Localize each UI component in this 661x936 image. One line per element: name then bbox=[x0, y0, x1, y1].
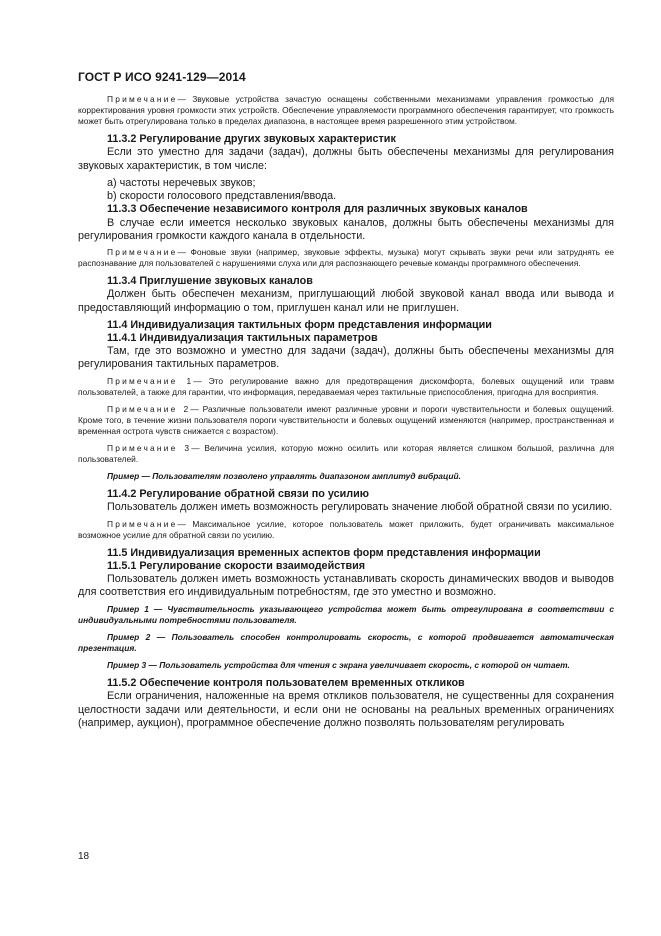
section-heading-11-4: 11.4 Индивидуализация тактильных форм представления информации bbox=[107, 318, 492, 331]
note: Примечание 2— Различные пользователи имеют различные уровни и пороги чувствительности и болевых ощущений. Кроме того, в течение жизни пользователя пороги чувствительности и болевых ощущений изменяются (например, пространственная и временная острота чувств снижается с возрастом). bbox=[78, 403, 615, 436]
list-item: b) скорости голосового представления/ввода. bbox=[107, 190, 337, 203]
standard-header: ГОСТ Р ИСО 9241-129—2014 bbox=[78, 70, 246, 84]
example: Пример 2 — Пользователь способен контролировать скорость, с которой продвигается автоматическая презентация. bbox=[78, 631, 614, 653]
note: Примечание 3— Величина усилия, которую можно осилить или которая является слишком большой, различна для пользователей. bbox=[78, 442, 615, 465]
example: Пример 1 — Чувствительность указывающего устройства может быть отрегулирована в соответствии с индивидуальными потребностями пользователя. bbox=[78, 603, 614, 625]
paragraph: Должен быть обеспечен механизм, приглушающий любой звуковой канал ввода или вывода и предоставляющий информацию о том, приглушен канал или не приглушен. bbox=[78, 288, 614, 314]
example: Пример — Пользователям позволено управлять диапазоном амплитуд вибраций. bbox=[107, 471, 461, 482]
section-heading-11-3-3: 11.3.3 Обеспечение независимого контроля для различных звуковых каналов bbox=[107, 203, 528, 216]
section-heading-11-4-1: 11.4.1 Индивидуализация тактильных параметров bbox=[107, 331, 378, 344]
note: Примечание— Максимальное усилие, которое пользователь может приложить, будет ограничивать максимальное возможное усилие для обратной связи по усилию. bbox=[78, 518, 614, 540]
page-number: 18 bbox=[78, 851, 90, 862]
section-heading-11-5-2: 11.5.2 Обеспечение контроля пользователем временных откликов bbox=[107, 677, 465, 690]
page-body bbox=[78, 94, 614, 734]
paragraph: Пользователь должен иметь возможность устанавливать скорость динамических вводов и выводов для соответствия его индивидуальным потребностям, где это уместно и возможно. bbox=[78, 573, 614, 599]
note: Примечание 1— Это регулирование важно для предотвращения дискомфорта, болевых ощущений или травм пользователей, а также для гарантии, что информация, передаваемая через тактильные приспособления, пригодна для восприятия. bbox=[78, 375, 614, 397]
paragraph: Если ограничения, наложенные на время откликов пользователя, не существенны для сохранения целостности задачи или деятельности, и если они не основаны на реальных временных ограничениях (например, аукцион), программное обеспечение должно позволять пользователям регулировать bbox=[78, 690, 614, 729]
note: Примечание— Фоновые звуки (например, звуковые эффекты, музыка) могут скрывать звуки речи или затруднять ее распознавание для пользователей с нарушениями слуха или для распознающего речевые команды программного обеспечения. bbox=[78, 246, 614, 268]
section-heading-11-5-1: 11.5.1 Регулирование скорости взаимодействия bbox=[107, 560, 366, 573]
example: Пример 3 — Пользователь устройства для чтения с экрана увеличивает скорость, с которой он читает. bbox=[107, 660, 570, 671]
section-heading-11-3-4: 11.3.4 Приглушение звуковых каналов bbox=[107, 275, 313, 288]
paragraph: В случае если имеется несколько звуковых каналов, должны быть обеспечены механизмы для регулирования громкости каждого канала в отдельности. bbox=[78, 216, 614, 242]
paragraph: Пользователь должен иметь возможность регулировать значение любой обратной связи по усилию. bbox=[107, 501, 613, 514]
paragraph: Там, где это возможно и уместно для задачи (задач), должны быть обеспечены механизмы для регулирования тактильных параметров. bbox=[78, 345, 614, 371]
section-heading-11-4-2: 11.4.2 Регулирование обратной связи по усилию bbox=[107, 488, 369, 501]
section-heading-11-5: 11.5 Индивидуализация временных аспектов форм представления информации bbox=[107, 546, 541, 559]
section-heading-11-3-2: 11.3.2 Регулирование других звуковых характеристик bbox=[107, 133, 396, 146]
list-item: a) частоты неречевых звуков; bbox=[107, 176, 256, 189]
paragraph: Если это уместно для задачи (задач), должны быть обеспечены механизмы для регулирования звуковых характеристик, в том числе: bbox=[78, 146, 614, 172]
note: Примечание— Звуковые устройства зачастую оснащены собственными механизмами управления громкостью для корректирования уровня громкости этих устройств. Обеспечение управляемости программного обеспечения гарантирует, что громкость может быть отрегулирована только в пределах диапазона, в настоящее время разрешенного этим устройством. bbox=[78, 94, 614, 127]
